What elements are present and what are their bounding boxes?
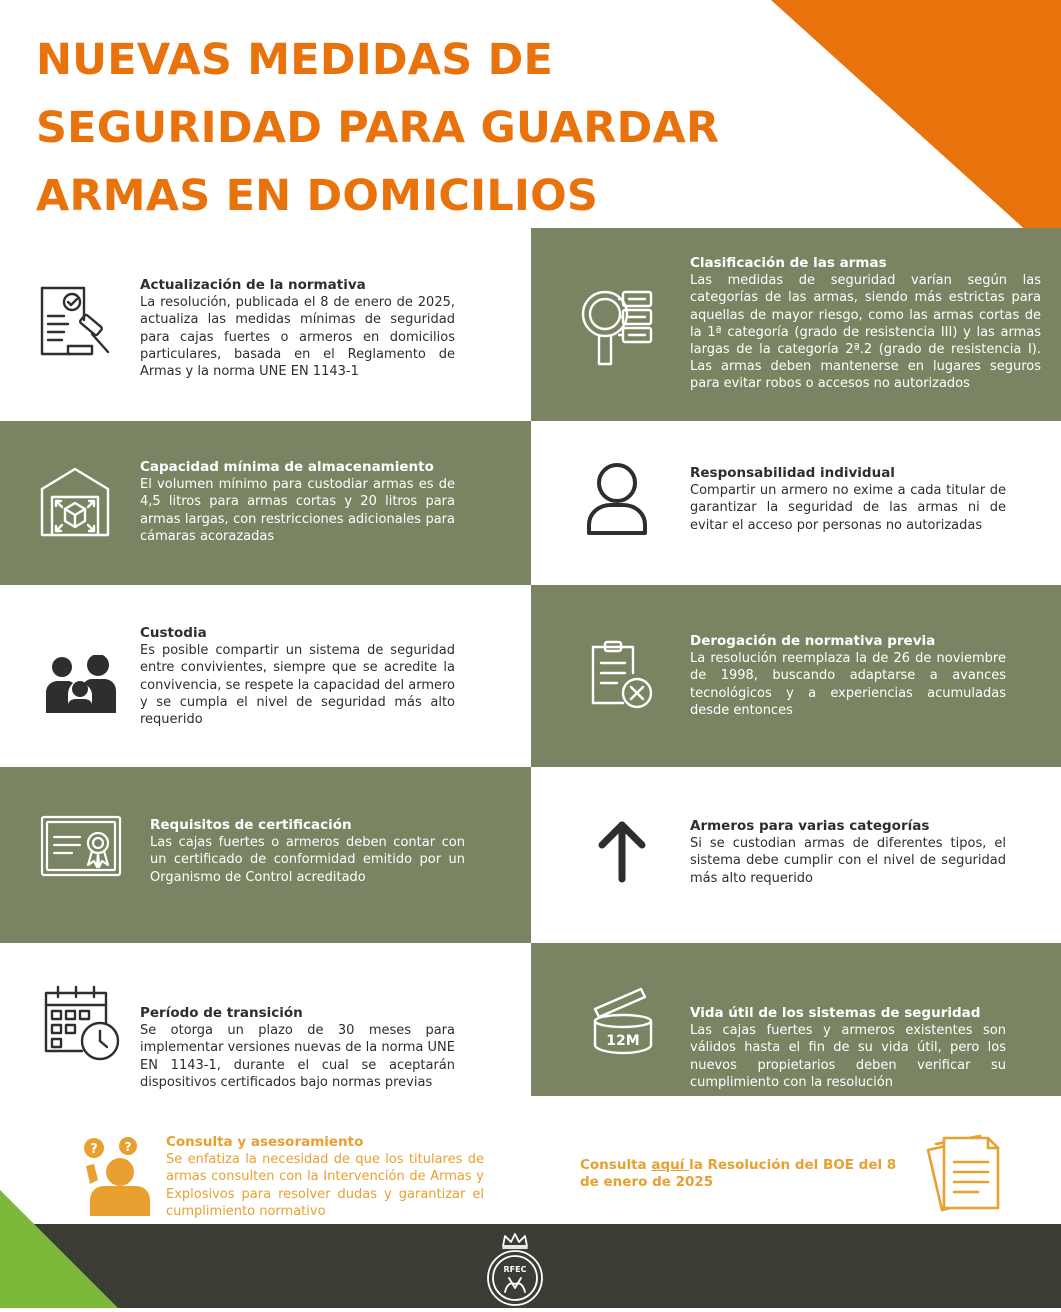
- certificate-icon: [40, 815, 122, 879]
- jar-label: 12M: [606, 1033, 640, 1049]
- section-certificacion: [0, 767, 531, 943]
- document-gavel-icon: [34, 284, 114, 364]
- corner-decoration-green: [0, 1190, 118, 1308]
- section-capacidad: [0, 421, 531, 585]
- section-body: Las medidas de seguridad varían según las categorías de las armas, siendo más estrictas para aquellas de mayor riesgo, como las armas cortas de la 1ª categoría (grado de resistencia III) y las armas largas de la categoría 2ª.2 (grado de resistencia I). Las armas deben mantenerse en lugares seguros para evitar robos o accesos no autorizados: [690, 273, 1041, 392]
- svg-text:?: ?: [90, 1142, 98, 1157]
- section-body: Las cajas fuertes y armeros existentes son válidos hasta el fin de su vida útil, pero los nuevos propietarios deben verificar su cumplimiento con la resolución: [690, 1023, 1006, 1090]
- section-actualizacion: [0, 228, 531, 421]
- section-heading: Custodia: [140, 625, 207, 641]
- grid-row-2: [0, 421, 1061, 585]
- page-title: [36, 26, 719, 230]
- section-derogacion: [531, 585, 1061, 767]
- section-body: Es posible compartir un sistema de seguridad entre convivientes, siempre que se acredite la convivencia, se respete la capacidad del armero y se cumpla el nivel de seguridad más alto requerido: [140, 643, 455, 728]
- logo-text: RFEC: [503, 1265, 527, 1274]
- section-derogacion-text: [690, 633, 1006, 719]
- user-icon: [585, 461, 649, 537]
- magnifier-list-icon: [579, 286, 655, 368]
- grid-row-1: [0, 228, 1061, 421]
- title-line-2: SEGURIDAD PARA GUARDAR: [36, 103, 720, 153]
- section-transicion-text: [140, 1005, 455, 1091]
- section-heading: Período de transición: [140, 1005, 303, 1021]
- section-actualizacion-text: [140, 277, 455, 380]
- grid-row-3: [0, 585, 1061, 767]
- rfec-crest-icon: [485, 1232, 545, 1312]
- section-body: Las cajas fuertes o armeros deben contar con un certificado de conformidad emitido por un Organismo de Control acreditado: [150, 835, 465, 885]
- calendar-clock-icon: [42, 983, 124, 1063]
- section-body: El volumen mínimo para custodiar armas es de 4,5 litros para armas cortas y 20 litros para armas largas, con restricciones adicionales para cámaras acorazadas: [140, 477, 455, 544]
- section-body: La resolución reemplaza la de 26 de noviembre de 1998, buscando adaptarse a avances tecnológicos y a experiencias acumuladas desde entonces: [690, 651, 1006, 718]
- corner-decoration-orange: [771, 0, 1061, 262]
- grid-row-4: [0, 767, 1061, 943]
- open-jar-12m-icon: [591, 987, 657, 1055]
- section-transicion: [0, 943, 531, 1096]
- title-line-3: ARMAS EN DOMICILIOS: [36, 171, 599, 221]
- clipboard-cancel-icon: [589, 639, 655, 711]
- section-heading: Armeros para varias categorías: [690, 818, 930, 834]
- consulta-block: [166, 1134, 484, 1220]
- section-heading: Derogación de normativa previa: [690, 633, 936, 649]
- arrow-up-icon: [597, 819, 647, 883]
- section-heading: Capacidad mínima de almacenamiento: [140, 459, 434, 475]
- boe-prefix: Consulta: [580, 1157, 652, 1173]
- section-custodia-text: [140, 625, 455, 728]
- section-vida-util-text: [690, 1005, 1006, 1091]
- section-heading: Actualización de la normativa: [140, 277, 366, 293]
- section-responsabilidad-text: [690, 465, 1006, 534]
- section-vida-util: [531, 943, 1061, 1096]
- grid-row-5: [0, 943, 1061, 1096]
- family-icon: [46, 655, 116, 715]
- boe-suffix: la Resolución del BOE del 8 de enero de 2025: [580, 1157, 897, 1191]
- boe-link[interactable]: aquí: [651, 1157, 690, 1173]
- section-clasificacion-text: [690, 255, 1041, 393]
- svg-text:?: ?: [124, 1140, 132, 1154]
- section-body: Compartir un armero no exime a cada titular de garantizar la seguridad de las armas ni de evitar el acceso por personas no autorizadas: [690, 483, 1006, 533]
- section-heading: Responsabilidad individual: [690, 465, 895, 481]
- section-responsabilidad: [531, 421, 1061, 585]
- section-armeros: [531, 767, 1061, 943]
- documents-icon: [922, 1132, 1006, 1216]
- consulta-heading: Consulta y asesoramiento: [166, 1134, 364, 1150]
- consulta-body: Se enfatiza la necesidad de que los titulares de armas consulten con la Intervención de Armas y Explosivos para resolver dudas y garantizar el cumplimiento normativo: [166, 1152, 484, 1219]
- section-certificacion-text: [150, 817, 465, 886]
- section-capacidad-text: [140, 459, 455, 545]
- section-heading: Vida útil de los sistemas de seguridad: [690, 1005, 981, 1021]
- section-heading: Requisitos de certificación: [150, 817, 352, 833]
- section-body: La resolución, publicada el 8 de enero de 2025, actualiza las medidas mínimas de seguridad para cajas fuertes o armeros en domicilios particulares, basada en el Reglamento de Armas y la norma UNE EN 1143-1: [140, 295, 455, 380]
- section-custodia: [0, 585, 531, 767]
- section-body: Si se custodian armas de diferentes tipos, el sistema debe cumplir con el nivel de seguridad más alto requerido: [690, 836, 1006, 886]
- section-body: Se otorga un plazo de 30 meses para implementar versiones nuevas de la norma UNE EN 1143-1, durante el cual se aceptarán dispositivos certificados bajo normas previas: [140, 1023, 455, 1090]
- title-line-1: NUEVAS MEDIDAS DE: [36, 35, 554, 85]
- section-armeros-text: [690, 818, 1006, 887]
- section-heading: Clasificación de las armas: [690, 255, 887, 271]
- warehouse-box-icon: [38, 465, 112, 537]
- boe-link-block: [580, 1157, 910, 1191]
- section-clasificacion: [531, 228, 1061, 421]
